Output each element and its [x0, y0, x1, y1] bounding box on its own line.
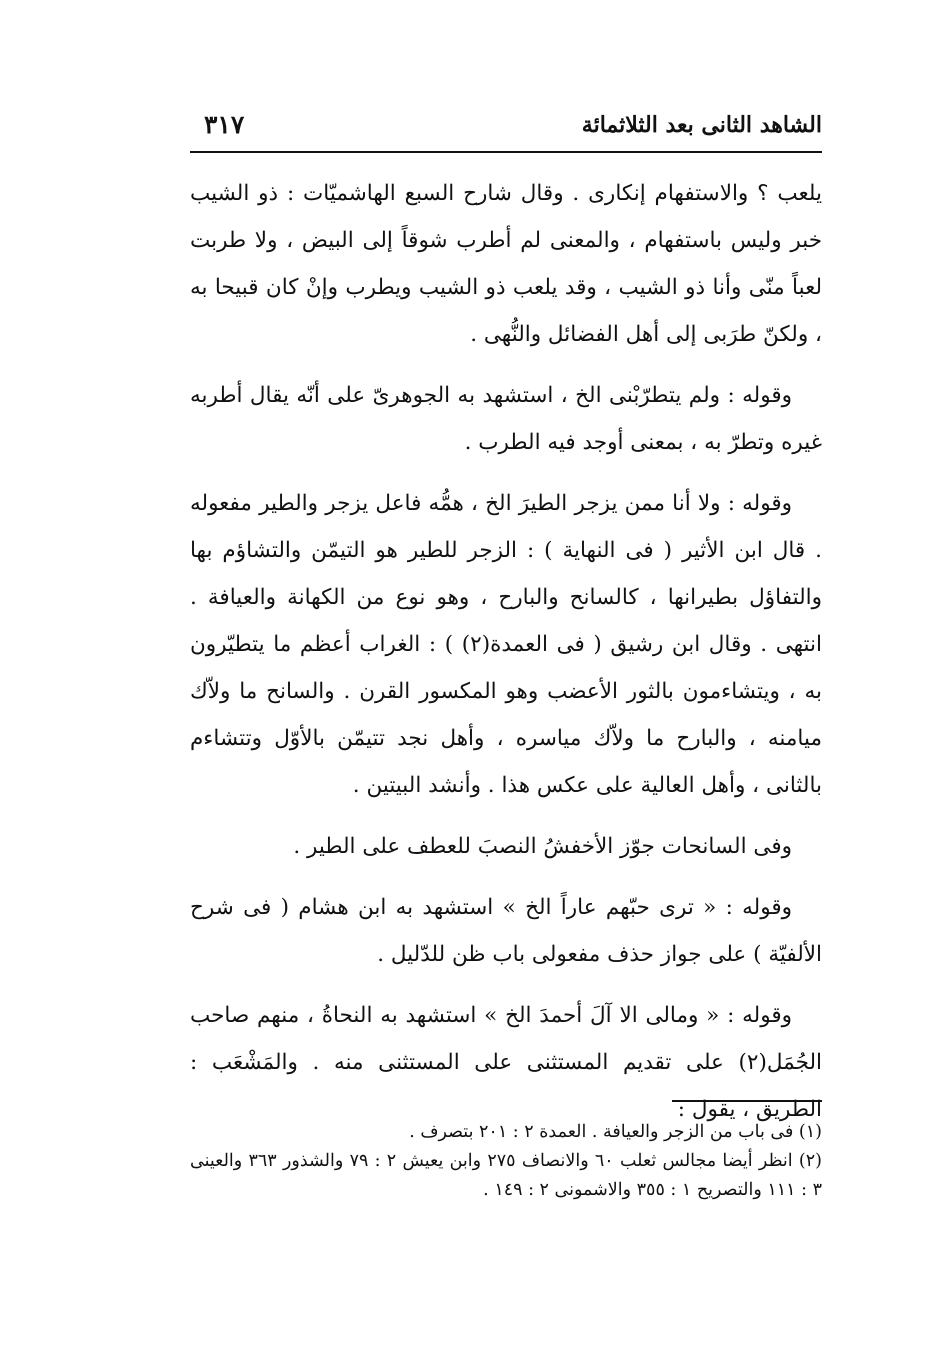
footnote-rule: [672, 1100, 822, 1102]
footnote: (٢) انظر أيضا مجالس ثعلب ٦٠ والانصاف ٢٧٥ وابن يعيش ٢ : ٧٩ والشذور ٣٦٣ والعينى ٣ : ١١١ والتصريح ١ : ٣٥٥ والاشمونى ٢ : ١٤٩ .: [190, 1151, 822, 1200]
paragraph: وقوله : ولم يتطرّبْنى الخ ، استشهد به الجوهرىّ على أنّه يقال أطربه غيره وتطرّ به ، بمعنى أوجد فيه الطرب .: [190, 383, 822, 455]
paragraph: وقوله : « ترى حبّهم عاراً الخ » استشهد به ابن هشام ( فى شرح الألفيّة ) على جواز حذف مفعولى باب ظن للدّليل .: [190, 895, 822, 967]
main-text: [190, 170, 822, 1147]
paragraph: وفى السانحات جوّز الأخفشُ النصبَ للعطف على الطير .: [293, 834, 792, 859]
footnote: (١) فى باب من الزجر والعيافة . العمدة ٢ : ٢٠١ بتصرف .: [409, 1122, 822, 1142]
footnotes: [190, 1118, 822, 1205]
paragraph: وقوله : ولا أنا ممن يزجر الطيرَ الخ ، همُّه فاعل يزجر والطير مفعوله . قال ابن الأثير ( فى النهاية ) : الزجر للطير هو التيمّن والتشاؤم بها والتفاؤل بطيرانها ، كالسانح والبارح ، وهو نوع من الكهانة والعيافة . انتهى . وقال ابن رشيق ( فى العمدة(٢) ) : الغراب أعظم ما يتطيّرون به ، ويتشاءمون بالثور الأعضب وهو المكسور القرن . والسانح ما ولاّك ميامنه ، والبارح ما ولاّك مياسره ، وأهل نجد تتيمّن بالأوّل وتتشاءم بالثانى ، وأهل العالية على عكس هذا . وأنشد البيتين .: [190, 491, 822, 798]
running-head: الشاهد الثانى بعد الثلاثمائة: [581, 112, 822, 138]
paragraph: وقوله : « ومالى الا آلَ أحمدَ الخ » استشهد به النحاةُ ، منهم صاحب الجُمَل(٢) على تقديم المستثنى على المستثنى منه . والمَشْعَب : الطريق ، يقول :: [190, 1003, 822, 1122]
paragraph: يلعب ؟ والاستفهام إنكارى . وقال شارح السبع الهاشميّات : ذو الشيب خبر وليس باستفهام ، والمعنى لم أطرب شوقاً إلى البيض ، ولا طربت لعباً منّى وأنا ذو الشيب ، وقد يلعب ذو الشيب ويطرب وإنْ كان قبيحا به ، ولكنّ طرَبى إلى أهل الفضائل والنُّهى .: [190, 181, 822, 347]
header-rule: [190, 151, 822, 153]
page-header: [190, 104, 822, 150]
page-number: ٣١٧: [204, 110, 245, 139]
